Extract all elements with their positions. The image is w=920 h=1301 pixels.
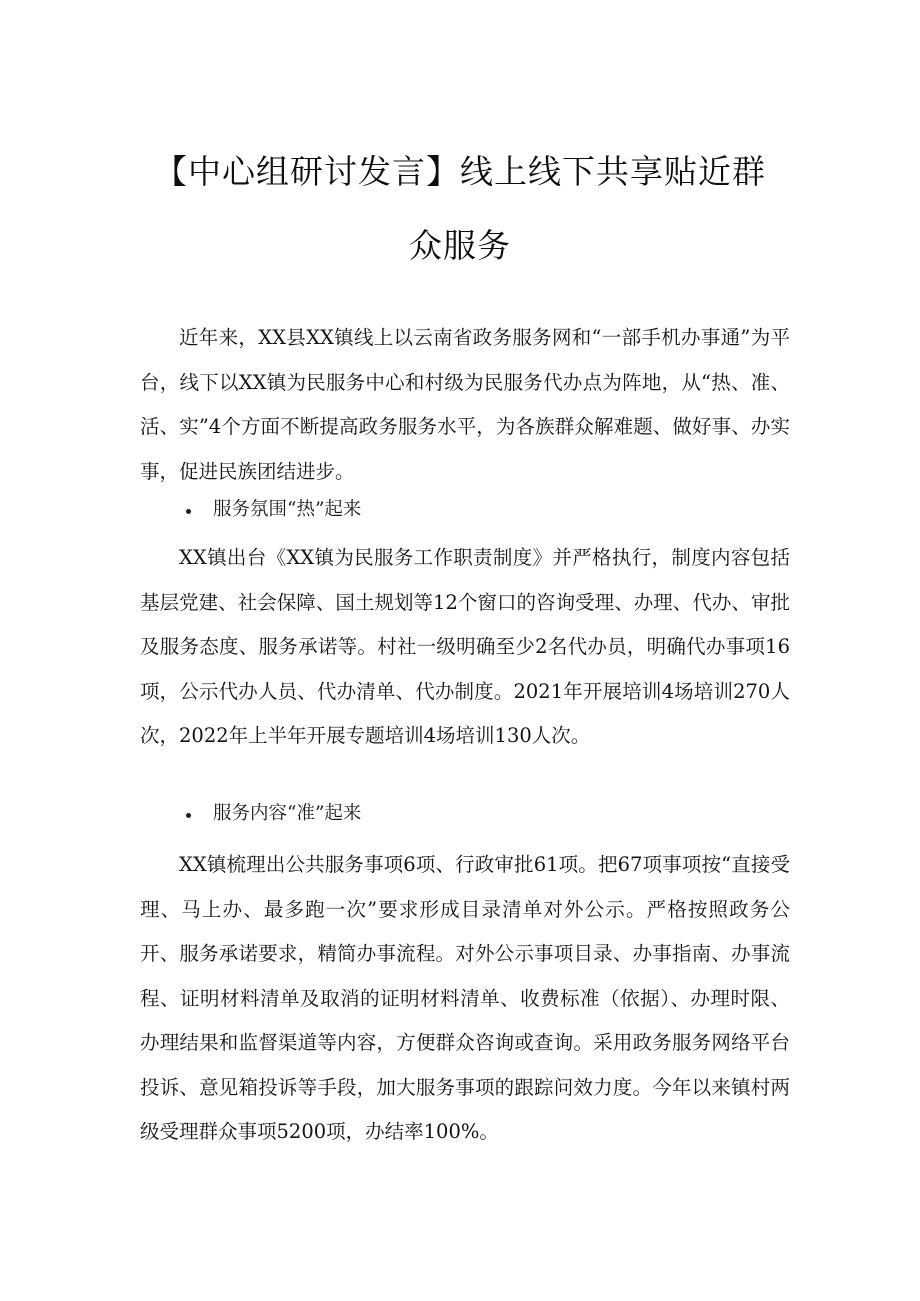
document-title-line-2: 众服务 [409, 226, 511, 265]
bullet-icon [186, 509, 191, 514]
section-heading-1-text: 服务氛围“热”起来 [213, 499, 362, 520]
bullet-icon [186, 813, 191, 818]
intro-paragraph: 近年来，XX县XX镇线上以云南省政务服务网和“一部手机办事通”为平台，线下以XX镇为民服务中心和村级为民服务代办点为阵地，从“热、准、活、实”4个方面不断提高政务服务水平，为各族群众解难题、做好事、办实事，促进民族团结进步。 [140, 326, 790, 483]
section-heading-2 [186, 799, 361, 829]
section-1-paragraph: XX镇出台《XX镇为民服务工作职责制度》并严格执行，制度内容包括基层党建、社会保障、国土规划等12个窗口的咨询受理、办理、代办、审批及服务态度、服务承诺等。村社一级明确至少2名代办员，明确代办事项16项，公示代办人员、代办清单、代办制度。2021年开展培训4场培训270人次，2022年上半年开展专题培训4场培训130人次。 [140, 546, 790, 747]
document-title-line-1: 【中心组研讨发言】线上线下共享贴近群 [154, 152, 766, 191]
section-2-paragraph: XX镇梳理出公共服务事项6项、行政审批61项。把67项事项按“直接受理、马上办、最多跑一次”要求形成目录清单对外公示。严格按照政务公开、服务承诺要求，精简办事流程。对外公示事项目录、办事指南、办事流程、证明材料清单及取消的证明材料清单、收费标准（依据）、办理时限、办理结果和监督渠道等内容，方便群众咨询或查询。采用政务服务网络平台投诉、意见箱投诉等手段，加大服务事项的跟踪问效力度。今年以来镇村两级受理群众事项5200项，办结率100%。 [140, 853, 790, 1143]
section-heading-2-text: 服务内容“准”起来 [213, 803, 362, 824]
section-heading-1 [186, 495, 361, 525]
